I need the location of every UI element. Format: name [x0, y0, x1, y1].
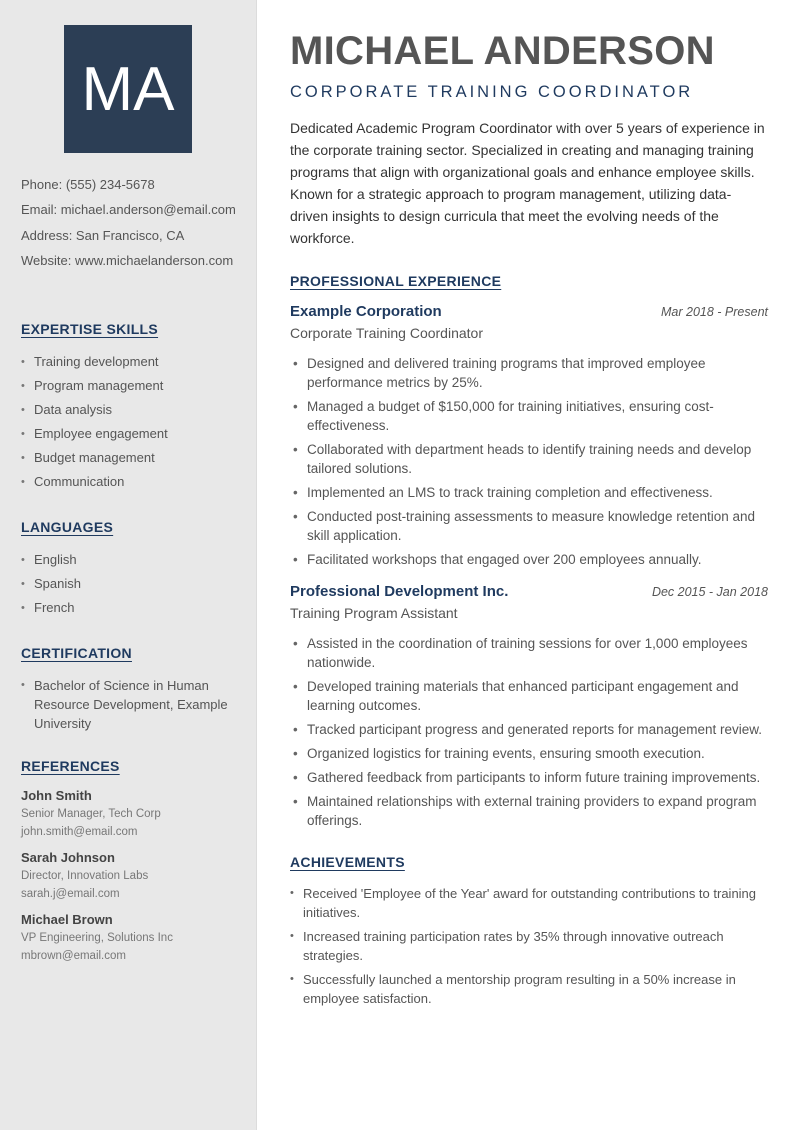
reference-role: VP Engineering, Solutions Inc [21, 932, 173, 945]
job-company: Professional Development Inc. [290, 583, 509, 600]
job-bullet: • Collaborated with department heads to identify training needs and develop tailored solutions. [290, 440, 768, 478]
language-item: • Spanish [21, 572, 256, 596]
skill-item: • Data analysis [21, 398, 256, 422]
job-entry [290, 303, 768, 569]
job-bullet: • Developed training materials that enhanced participant engagement and learning outcomes. [290, 677, 768, 715]
reference-item [21, 911, 256, 965]
job-company: Example Corporation [290, 303, 442, 320]
job-bullet: • Designed and delivered training programs that improved employee performance metrics by 25%. [290, 354, 768, 392]
languages-heading: LANGUAGES [21, 519, 114, 536]
reference-email: mbrown@email.com [21, 950, 126, 963]
job-bullet: • Gathered feedback from participants to inform future training improvements. [290, 768, 768, 787]
achievement-item: • Increased training participation rates by 35% through innovative outreach strategies. [290, 927, 768, 965]
contact-info [21, 172, 256, 273]
job-bullet: • Maintained relationships with external training providers to expand program offerings. [290, 792, 768, 830]
job-bullet: • Conducted post-training assessments to measure knowledge retention and skill application. [290, 507, 768, 545]
job-dates: Dec 2015 - Jan 2018 [651, 585, 768, 599]
language-item: • French [21, 596, 256, 620]
job-bullet: • Implemented an LMS to track training completion and effectiveness. [290, 483, 768, 502]
candidate-title: CORPORATE TRAINING COORDINATOR [290, 83, 694, 101]
reference-name: Michael Brown [21, 912, 113, 928]
contact-address: Address: San Francisco, CA [21, 227, 185, 243]
skill-item: • Employee engagement [21, 422, 256, 446]
job-bullet: • Organized logistics for training events, ensuring smooth execution. [290, 744, 768, 763]
reference-item [21, 849, 256, 903]
job-bullet: • Facilitated workshops that engaged over 200 employees annually. [290, 550, 768, 569]
certification-heading: CERTIFICATION [21, 645, 132, 662]
reference-name: Sarah Johnson [21, 850, 115, 866]
reference-role: Director, Innovation Labs [21, 870, 149, 883]
reference-role: Senior Manager, Tech Corp [21, 808, 161, 821]
references-list [21, 787, 256, 965]
contact-email: Email: michael.anderson@email.com [21, 202, 236, 218]
skill-item: • Communication [21, 470, 256, 494]
contact-phone: Phone: (555) 234-5678 [21, 177, 155, 192]
contact-website: Website: www.michaelanderson.com [21, 252, 234, 268]
achievement-item: • Successfully launched a mentorship program resulting in a 50% increase in employee satisfaction. [290, 970, 768, 1008]
certification-item: • Bachelor of Science in Human Resource Development, Example University [21, 674, 256, 733]
reference-email: john.smith@email.com [21, 826, 138, 839]
job-role: Training Program Assistant [290, 605, 458, 621]
languages-list [21, 548, 256, 620]
skills-list [21, 350, 256, 494]
skill-item: • Program management [21, 374, 256, 398]
achievement-item: • Received 'Employee of the Year' award for outstanding contributions to training initiatives. [290, 884, 768, 922]
job-role: Corporate Training Coordinator [290, 325, 483, 341]
achievements-heading: ACHIEVEMENTS [290, 854, 405, 870]
reference-name: John Smith [21, 788, 92, 804]
skill-item: • Budget management [21, 446, 256, 470]
job-bullet: • Managed a budget of $150,000 for training initiatives, ensuring cost-effectiveness. [290, 397, 768, 435]
summary: Dedicated Academic Program Coordinator with over 5 years of experience in the corporate training sector. Specialized in creating and managing training programs that align with organizational goals and enhance employee skills. Known for a strategic approach to program management, utilizing data-driven insights to design curricula that meet the evolving needs of the workforce. [290, 120, 765, 246]
experience-heading: PROFESSIONAL EXPERIENCE [290, 273, 502, 289]
job-bullet: • Assisted in the coordination of training sessions for over 1,000 employees nationwide. [290, 634, 768, 672]
skill-item: • Training development [21, 350, 256, 374]
main-content [290, 28, 768, 1013]
certification-list [21, 674, 256, 733]
references-heading: REFERENCES [21, 758, 120, 775]
skills-heading: EXPERTISE SKILLS [21, 321, 159, 338]
job-entry [290, 583, 768, 830]
job-dates: Mar 2018 - Present [661, 305, 768, 319]
sidebar [0, 0, 257, 1130]
job-bullet: • Tracked participant progress and generated reports for management review. [290, 720, 768, 739]
job-bullets [290, 634, 768, 830]
achievements-list [290, 884, 768, 1008]
reference-email: sarah.j@email.com [21, 888, 120, 901]
reference-item [21, 787, 256, 841]
job-bullets [290, 354, 768, 569]
language-item: • English [21, 548, 256, 572]
candidate-name: MICHAEL ANDERSON [290, 29, 715, 73]
monogram-logo: MA [64, 25, 192, 153]
